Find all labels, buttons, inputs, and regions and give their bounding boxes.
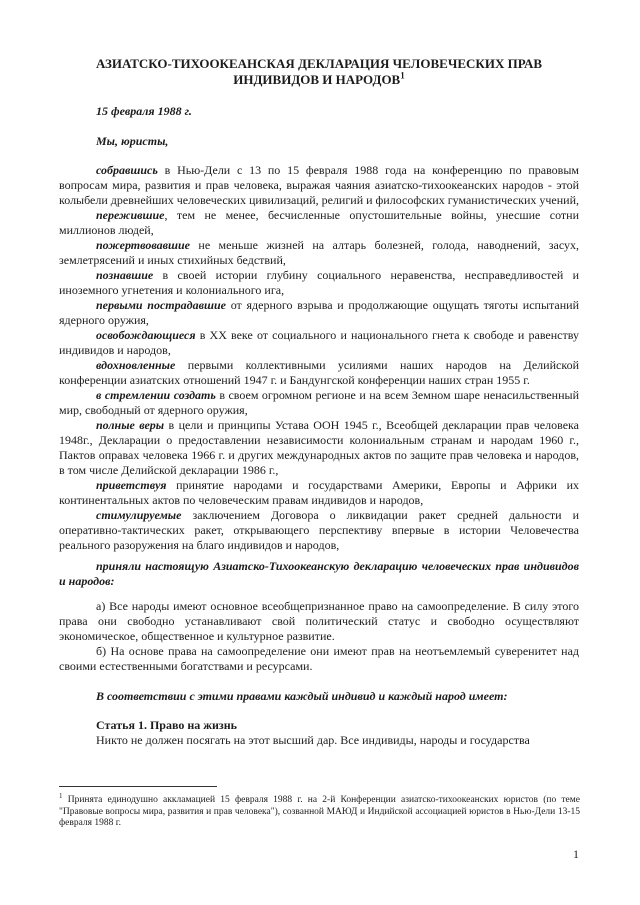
footnote	[59, 786, 580, 830]
article-1-heading: Статья 1. Право на жизнь	[96, 718, 237, 732]
lead-word: пожертвовавшие	[96, 238, 190, 252]
lead-word: полные веры	[96, 418, 165, 432]
paragraph-text: в Нью-Дели с 13 по 15 февраля 1988 года на конференцию по правовым вопросам мира, развития и прав человека, выражая чаяния азиатско-тихоокеанских народов - этой колыбели древнейших человеческих цивилизаций, религий и философских гуманистических учений,	[59, 163, 580, 207]
lead-word: вдохновленные	[96, 358, 176, 372]
paragraph-text: в своем огромном регионе и на всем Земном шаре ненасильственный мир, свободный от ядерного оружия,	[59, 388, 579, 417]
lead-word: познавшие	[96, 268, 154, 282]
footnote-text	[59, 791, 580, 830]
paragraph-text: в XX веке от социального и национального гнета к свободе и равенству индивидов и народов,	[59, 328, 579, 357]
paragraph-text: первыми коллективными усилиями наших народов на Делийской конференции азиатских отношений 1947 г. и Бандунгской конференции наших стран 1955 г.	[59, 358, 579, 387]
document-title	[59, 56, 579, 88]
paragraph-text: , тем не менее, бесчисленные опустошительные войны, унесшие сотни миллионов людей,	[59, 208, 579, 237]
salutation: Мы, юристы,	[96, 134, 169, 148]
preamble-paragraph	[59, 238, 579, 268]
clause-a: а) Все народы имеют основное всеобщепризнанное право на самоопределение. В силу этого права они свободно устанавливают свой политический статус и свободно осуществляют экономическое, общественное и культурное развитие.	[59, 599, 579, 643]
lead-word: первыми пострадавшие	[96, 298, 226, 312]
paragraph-text: в своей истории глубину социального неравенства, несправедливостей и иноземного угнетения и колониального ига,	[59, 268, 579, 297]
lead-word: собравшись	[96, 163, 158, 177]
preamble-paragraph	[59, 508, 579, 553]
lead-word: приветствуя	[96, 478, 167, 492]
transition-line: В соответствии с этими правами каждый индивид и каждый народ имеет:	[96, 689, 508, 703]
page-number: 1	[573, 847, 579, 861]
article-1	[59, 718, 579, 748]
preamble-paragraph	[59, 298, 579, 328]
paragraph-text: не меньше жизней на алтарь болезней, голода, наводнений, засух, землетрясений и иных стихийных бедствий,	[59, 238, 579, 267]
footnote-marker: 1	[59, 792, 63, 800]
clauses-section	[59, 599, 579, 674]
preamble-section	[59, 163, 579, 553]
preamble-paragraph	[59, 268, 579, 298]
paragraph-text: принятие народами и государствами Америки, Европы и Африки их континентальных актов по человеческим правам индивидов и народов,	[59, 478, 579, 507]
article-1-body: Никто не должен посягать на этот высший дар. Все индивиды, народы и государства	[96, 733, 530, 747]
lead-word: пережившие	[96, 208, 165, 222]
resolution-paragraph: приняли настоящую Азиатско-Тихоокеанскую декларацию человеческих прав индивидов и народов:	[59, 559, 579, 588]
date-line: 15 февраля 1988 г.	[96, 104, 192, 118]
footnote-body: Принята единодушно аккламацией 15 февраля 1988 г. на 2-й Конференции азиатско-тихоокеанских юристов (по теме "Правовые вопросы мира, развития и прав человека"), созванной МАЮД и Индийской ассоциацией юристов в Нью-Дели 13-15 февраля 1988 г.	[59, 795, 581, 829]
title-footnote-ref: 1	[400, 70, 405, 81]
lead-word: стимулируемые	[96, 508, 182, 522]
title-line1: АЗИАТСКО-ТИХООКЕАНСКАЯ ДЕКЛАРАЦИЯ ЧЕЛОВЕЧЕСКИХ ПРАВ	[95, 56, 543, 71]
title-line2: ИНДИВИДОВ И НАРОДОВ	[233, 72, 401, 87]
lead-word: освобождающиеся	[96, 328, 196, 342]
paragraph-text: заключением Договора о ликвидации ракет средней дальности и оперативно-тактических ракет, открывающего перспективу впервые в истории Человечества реального разоружения на благо индивидов и народов,	[59, 508, 579, 552]
preamble-paragraph	[59, 418, 579, 478]
preamble-paragraph	[59, 388, 579, 418]
preamble-paragraph	[59, 208, 579, 238]
lead-word: в стремлении создать	[96, 388, 216, 402]
clause-b: б) На основе права на самоопределение они имеют прав на неотъемлемый суверенитет над своими естественными богатствами и ресурсами.	[59, 644, 579, 673]
preamble-paragraph	[59, 328, 579, 358]
preamble-paragraph	[59, 163, 579, 208]
preamble-paragraph	[59, 478, 579, 508]
footnote-separator	[59, 786, 217, 787]
preamble-paragraph	[59, 358, 579, 388]
paragraph-text: от ядерного взрыва и продолжающие ощущать тяготы испытаний ядерного оружия,	[59, 298, 579, 327]
paragraph-text: в цели и принципы Устава ООН 1945 г., Всеобщей декларации прав человека 1948г., Декларации о предоставлении независимости колониальным странам и народам 1960 г., Пактов оправах человека 1966 г. и других международных актов по защите прав человека и народов, в том числе Делийской декларации 1986 г.,	[59, 418, 580, 477]
